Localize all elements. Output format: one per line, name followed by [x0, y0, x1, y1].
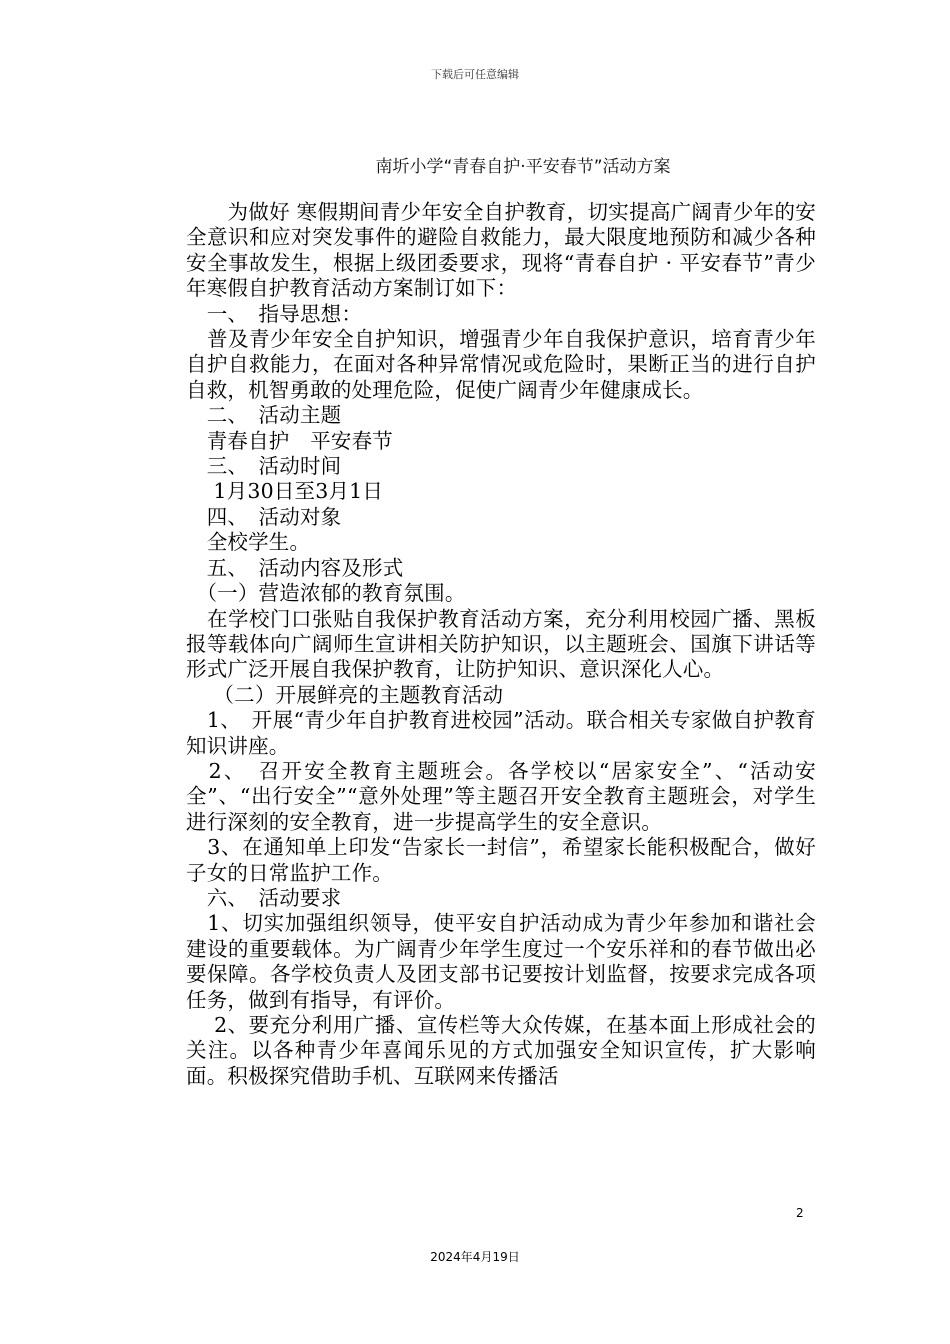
page-number: 2 [796, 1206, 804, 1220]
page-footer-date: 2024年4月19日 [430, 1250, 520, 1264]
time-paragraph: 1月30日至3月1日 [186, 479, 384, 504]
section-heading-content: 五、 活动内容及形式 [186, 555, 404, 580]
requirement-item-1: 1、切实加强组织领导，使平安自护活动成为青少年参加和谐社会建设的重要载体。为广阔青少年学生度过一个安乐祥和的春节做出必要保障。各学校负责人及团支部书记要按计划监督，按要求完成各项任务，做到有指导，有评价。 [186, 911, 816, 1012]
atmosphere-paragraph: 在学校门口张贴自我保护教育活动方案，充分利用校园广播、黑板报等载体向广阔师生宣讲相关防护知识，以主题班会、国旗下讲话等形式广泛开展自我保护教育，让防护知识、意识深化人心。 [186, 606, 816, 682]
document-title: 南圻小学“青春自护·平安春节”活动方案 [375, 157, 671, 177]
activity-item-2: 2、 召开安全教育主题班会。各学校以“居家安全”、“活动安全”、“出行安全”“意外处理”等主题召开安全教育主题班会，对学生进行深刻的安全教育，进一步提高学生的安全意识。 [186, 758, 816, 834]
section-heading-requirements: 六、 活动要求 [186, 885, 342, 910]
activity-item-3: 3、在通知单上印发“告家长一封信”，希望家长能积极配合，做好子女的日常监护工作。 [186, 835, 816, 885]
requirement-item-2: 2、要充分利用广播、宣传栏等大众传媒，在基本面上形成社会的关注。以各种青少年喜闻乐见的方式加强安全知识宣传，扩大影响面。积极探究借助手机、互联网来传播活 [186, 1013, 816, 1088]
subsection-heading-activities: （二）开展鲜亮的主题教育活动 [186, 682, 504, 707]
section-heading-guiding-ideology: 一、 指导思想： [186, 301, 363, 326]
guiding-ideology-paragraph: 普及青少年安全自护知识，增强青少年自我保护意识，培育青少年自护自救能力，在面对各种异常情况或危险时，果断正当的进行自护自救，机智勇敢的处理危险，促使广阔青少年健康成长。 [186, 327, 816, 402]
document-body [186, 200, 816, 1089]
section-heading-audience: 四、 活动对象 [186, 504, 342, 529]
page-header: 下载后可任意编辑 [431, 68, 519, 81]
section-heading-time: 三、 活动时间 [186, 454, 342, 479]
intro-paragraph: 为做好 寒假期间青少年安全自护教育，切实提高广阔青少年的安全意识和应对突发事件的避险自救能力，最大限度地预防和减少各种安全事故发生，根据上级团委要求，现将“青春自护 · 平安春节”青少年寒假自护教育活动方案制订如下： [186, 200, 816, 301]
theme-paragraph: 青春自护 平安春节 [186, 428, 393, 453]
section-heading-theme: 二、 活动主题 [186, 403, 342, 428]
audience-paragraph: 全校学生。 [186, 530, 311, 555]
activity-item-1: 1、 开展“青少年自护教育进校园”活动。联合相关专家做自护教育知识讲座。 [186, 708, 816, 758]
subsection-heading-atmosphere: （一）营造浓郁的教育氛围。 [186, 581, 466, 606]
